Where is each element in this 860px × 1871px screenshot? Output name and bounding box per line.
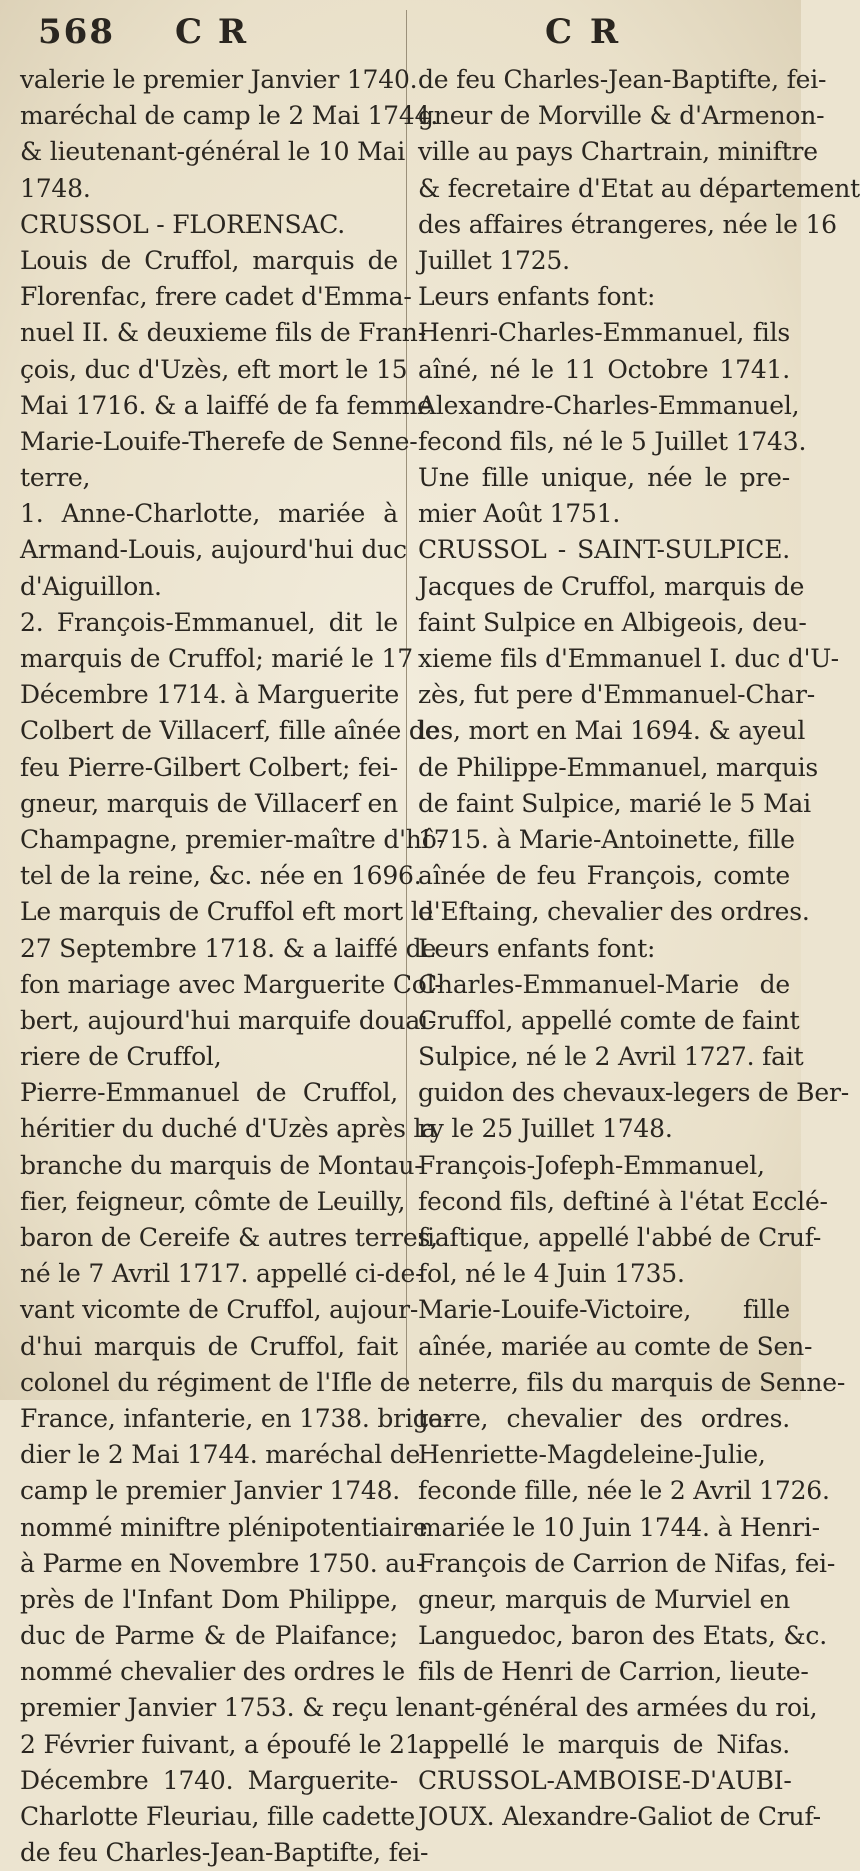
text-line: France, infanterie, en 1738. briga- — [20, 1403, 452, 1433]
text-line: Marie-Louife-Therefe de Senne- — [20, 426, 418, 456]
text-line: Leurs enfants font: — [418, 933, 656, 963]
text-line: marquis de Cruffol; marié le 17 — [20, 644, 413, 673]
text-line: 1748. — [20, 173, 91, 203]
text-line: gneur, marquis de Murviel en — [418, 1584, 790, 1614]
text-line: Décembre 1714. à Marguerite — [20, 680, 400, 710]
text-line: guidon des chevaux-legers de Ber- — [418, 1078, 849, 1108]
text-line: 1715. à Marie-Antoinette, fille — [418, 824, 795, 854]
text-line: ry le 25 Juillet 1748. — [418, 1114, 673, 1144]
text-line: feconde fille, née le 2 Avril 1726. — [418, 1476, 830, 1506]
text-line: aînée, mariée au comte de Sen- — [418, 1331, 813, 1361]
running-head-left: C R — [174, 12, 249, 52]
page-header-left — [38, 8, 408, 56]
text-line: bert, aujourd'hui marquife douai- — [20, 1005, 437, 1035]
text-line: Cruffol, appellé comte de faint — [418, 1005, 800, 1035]
text-line: premier Janvier 1753. & reçu le — [20, 1693, 419, 1723]
text-line: fils de Henri de Carrion, lieute- — [418, 1657, 809, 1687]
text-line: 2 Février fuivant, a époufé le 21 — [20, 1729, 421, 1759]
text-line: Sulpice, né le 2 Avril 1727. fait — [418, 1042, 804, 1072]
text-line: les, mort en Mai 1694. & ayeul — [418, 716, 806, 746]
text-line: d'hui marquis de Cruffol, fait — [20, 1331, 398, 1361]
text-line: héritier du duché d'Uzès après la — [20, 1114, 436, 1144]
text-line: appellé le marquis de Nifas. — [418, 1729, 790, 1759]
text-line: CRUSSOL - FLORENSAC. — [20, 209, 346, 239]
text-line: dier le 2 Mai 1744. maréchal de — [20, 1440, 421, 1470]
text-line: à Parme en Novembre 1750. au- — [20, 1548, 425, 1578]
left-column — [20, 62, 452, 1868]
text-line: fiaftique, appellé l'abbé de Cruf- — [418, 1223, 822, 1252]
text-line: vant vicomte de Cruffol, aujour- — [20, 1295, 419, 1325]
text-line: fecond fils, deftiné à l'état Ecclé- — [418, 1186, 828, 1216]
text-line: JOUX. Alexandre-Galiot de Cruf- — [418, 1802, 821, 1831]
text-line: tel de la reine, &c. née en 1696. — [20, 861, 422, 891]
text-line: aînée de feu François, comte — [418, 861, 790, 891]
text-line: Languedoc, baron des Etats, &c. — [418, 1621, 827, 1651]
text-line: aîné, né le 11 Octobre 1741. — [418, 354, 790, 384]
text-line: 27 Septembre 1718. & a laiffé de — [20, 933, 437, 963]
text-line: Marie-Louife-Victoire, fille — [418, 1295, 790, 1325]
running-head-right: C R — [545, 12, 622, 52]
text-line: zès, fut pere d'Emmanuel-Char- — [418, 680, 815, 710]
right-column — [418, 62, 860, 1831]
text-line: Florenfac, frere cadet d'Emma- — [20, 282, 412, 312]
text-line: de faint Sulpice, marié le 5 Mai — [418, 788, 811, 818]
text-line: Armand-Louis, aujourd'hui duc — [20, 535, 407, 565]
text-line: 1. Anne-Charlotte, mariée à — [20, 499, 398, 529]
text-line: & fecretaire d'Etat au département — [418, 173, 860, 203]
text-line: Mai 1716. & a laiffé de fa femme — [20, 390, 432, 420]
text-line: valerie le premier Janvier 1740. — [20, 65, 418, 94]
text-line: né le 7 Avril 1717. appellé ci-de- — [20, 1259, 424, 1289]
text-line: Une fille unique, née le pre- — [418, 463, 790, 493]
text-line: gneur, marquis de Villacerf en — [20, 788, 398, 818]
text-line: branche du marquis de Montau- — [20, 1150, 423, 1180]
text-line: Charlotte Fleuriau, fille cadette — [20, 1802, 416, 1831]
text-line: camp le premier Janvier 1748. — [20, 1476, 401, 1506]
text-line: mier Août 1751. — [418, 499, 621, 529]
text-line: CRUSSOL - SAINT-SULPICE. — [418, 535, 790, 565]
text-line: çois, duc d'Uzès, eft mort le 15 — [20, 354, 408, 384]
text-line: nuel II. & deuxieme fils de Fran- — [20, 318, 426, 348]
text-line: maréchal de camp le 2 Mai 1744. — [20, 101, 439, 131]
text-line: baron de Cereife & autres terres, — [20, 1223, 438, 1252]
text-line: 2. François-Emmanuel, dit le — [20, 607, 398, 637]
text-line: & lieutenant-général le 10 Mai — [20, 137, 406, 167]
text-line: François-Jofeph-Emmanuel, — [418, 1150, 765, 1180]
text-line: Jacques de Cruffol, marquis de — [418, 571, 805, 601]
page-number: 568 — [38, 12, 115, 52]
text-line: nommé miniftre plénipotentiaire — [20, 1512, 428, 1542]
text-line: fol, né le 4 Juin 1735. — [418, 1259, 685, 1289]
text-line: neterre, fils du marquis de Senne- — [418, 1367, 846, 1397]
text-line: Pierre-Emmanuel de Cruffol, — [20, 1078, 398, 1108]
text-line: Juillet 1725. — [418, 245, 570, 275]
text-line: Alexandre-Charles-Emmanuel, — [418, 390, 800, 420]
text-line: Colbert de Villacerf, fille aînée de — [20, 716, 440, 746]
text-line: CRUSSOL-AMBOISE-D'AUBI- — [418, 1765, 792, 1795]
text-line: feu Pierre-Gilbert Colbert; fei- — [20, 752, 398, 782]
text-line: près de l'Infant Dom Philippe, — [20, 1584, 398, 1614]
text-line: Décembre 1740. Marguerite- — [20, 1765, 398, 1795]
text-line: duc de Parme & de Plaifance; — [20, 1621, 398, 1651]
text-line: de feu Charles-Jean-Baptifte, fei- — [418, 65, 827, 94]
text-line: faint Sulpice en Albigeois, deu- — [418, 607, 807, 637]
text-line: fon mariage avec Marguerite Col- — [20, 969, 443, 999]
text-line: ville au pays Chartrain, miniftre — [418, 137, 818, 167]
text-line: nommé chevalier des ordres le — [20, 1657, 406, 1687]
column-divider — [406, 10, 407, 1390]
text-line: nant-général des armées du roi, — [418, 1693, 818, 1723]
text-line: Champagne, premier-maître d'hô- — [20, 824, 445, 854]
text-line: fecond fils, né le 5 Juillet 1743. — [418, 426, 807, 456]
text-line: des affaires étrangeres, née le 16 — [418, 209, 837, 239]
text-line: Henriette-Magdeleine-Julie, — [418, 1440, 766, 1470]
text-line: François de Carrion de Nifas, fei- — [418, 1548, 836, 1578]
text-line: de Philippe-Emmanuel, marquis — [418, 752, 819, 782]
text-line: xieme fils d'Emmanuel I. duc d'U- — [418, 644, 839, 673]
text-line: terre, — [20, 463, 91, 493]
text-line: de feu Charles-Jean-Baptifte, fei- — [20, 1838, 429, 1868]
text-line: Le marquis de Cruffol eft mort le — [20, 897, 434, 927]
text-line: gneur de Morville & d'Armenon- — [418, 101, 825, 131]
text-line: colonel du régiment de l'Ifle de — [20, 1367, 411, 1397]
page-header-right — [545, 8, 621, 56]
text-line: riere de Cruffol, — [20, 1042, 222, 1072]
text-line: Leurs enfants font: — [418, 282, 656, 312]
text-line: mariée le 10 Juin 1744. à Henri- — [418, 1512, 820, 1542]
text-line: terre, chevalier des ordres. — [418, 1403, 790, 1433]
text-line: d'Eftaing, chevalier des ordres. — [418, 897, 810, 927]
text-line: d'Aiguillon. — [20, 571, 162, 601]
text-line: fier, feigneur, cômte de Leuilly, — [20, 1186, 406, 1216]
text-line: Louis de Cruffol, marquis de — [20, 245, 398, 275]
text-line: Henri-Charles-Emmanuel, fils — [418, 318, 790, 348]
text-line: Charles-Emmanuel-Marie de — [418, 969, 790, 999]
